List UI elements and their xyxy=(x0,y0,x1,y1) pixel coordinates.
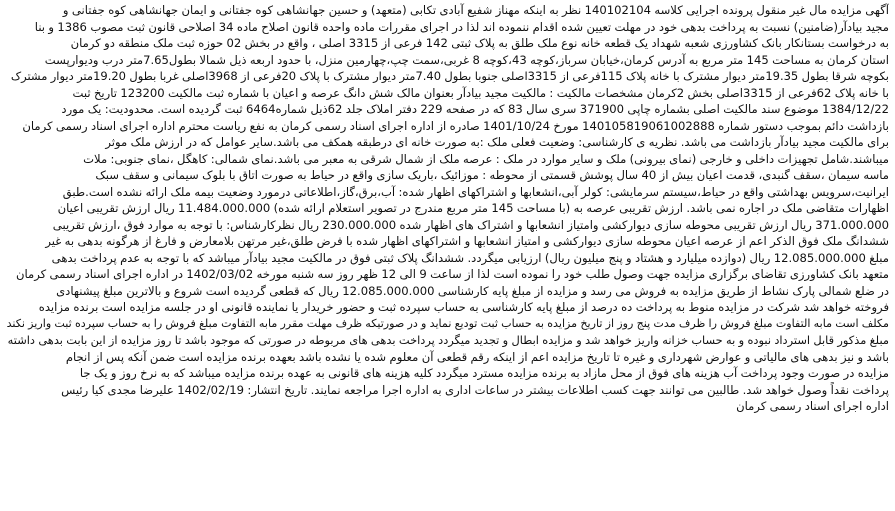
notice-line: اظهارات متقاضی ملک در اجاره نمی باشد. ارزش تقریبی عرصه به (با مساحت 145 متر مربع مندرج در تصویر استعلام ارائه شده) 11.484.000.000 ریال ارزش تقریبی اعیان xyxy=(57,201,889,215)
notice-line: آگهی مزایده مال غیر منقول پرونده اجرایی کلاسه 140102104 نظر به اینکه مهناز شفیع آبادی تکابی (متعهد) و حسین جهانشاهی کوه جفتانی و ایمان جهانشاهی کوه جفتانی و xyxy=(62,3,889,17)
notice-line: پرداخت نقداً وصول خواهد شد. طالبین می توانند جهت کسب اطلاعات بیشتر در ساعات اداری به اداره اجرا مراجعه نمایند. تاریخ انتشار: 1402/02/19 علیرضا مجدی کیا رئیس xyxy=(61,382,889,397)
notice-line: باشد و نیز بدهی های مالیاتی و عوارض شهرداری و غیره تا تاریخ مزایده اعم از اینکه رقم قطعی آن معلوم شده یا نشده باشد بعهده برنده مزایده است ضمن آنکه پس از انجام xyxy=(65,349,889,364)
notice-line: برای مالکیت مجید بیادآر بازداشت می باشد. نظریه ی کارشناسی: وضعیت فعلی ملک :به صورت خانه ای درطبقه همکف می باشد.سایر عوامل که در ارزش ملک موثر xyxy=(105,135,889,149)
notice-line: به درخواست بستانکار بانک کشاورزی شعبه شهداد یک قطعه خانه نوع ملک طلق به پلاک ثبتی 142 فرعی از 3315 اصلی ، واقع در بخش 02 حوزه ثبت ملک منطقه دو کرمان xyxy=(70,36,889,50)
notice-line: مجید بیاد‌آر(ضامنین) نسبت به پرداخت بدهی خود در مهلت تعیین شده اقدام ننموده اند لذا در اجرای مقررات ماده واحده قانون اصلاح ماده 34 اصلاحی قانون ثبت مصوب 1386 و بنا xyxy=(34,19,889,34)
notice-line: میباشند.شامل تجهیزات داخلی و خارجی (نمای بیرونی) ملک و سایر موارد در ملک : عرصه ملک از شمال شرقی به معبر می باشد.نمای شمالی: کاهگل ،نمای جنوبی: ملات xyxy=(83,151,889,166)
notice-line: مکلف است مابه التفاوت مبلغ فروش را ظرف مدت پنج روز از تاریخ مزایده به حساب ثبت تودیع نماید و در صورتیکه ظرف مهلت مقرر مابه التفاوت مبلغ فروش را به حساب سپرده ثبت واریز نکند xyxy=(6,316,889,330)
notice-line: ماسه سیمان ،سقف گنبدی، قدمت اعیان بیش از 40 سال پوشش قسمتی از محوطه : موزائیک ،باریک سازی واقع در حیاط به صورت اتاق با بلوک سیمانی و سقف سبک xyxy=(95,168,889,182)
notice-line: فروخته خواهد شد شرکت در مزایده منوط به پرداخت ده درصد از مبلغ پایه کارشناسی به حساب سپرده ثبت و حضور خریدار یا نماینده قانونی او در جلسه مزایده است برنده مزایده xyxy=(38,300,889,314)
notice-line: ششدانگ ملک فوق الذکر اعم از عرصه اعیان محوطه سازی دیوارکشی و امتیاز انشعابها و اشتراکهای اظهار شده با فرض طلق،غیر مرتهن بلامعارض و فارغ از هرگونه بدهی به غیر xyxy=(45,234,889,248)
notice-line: اداره اجرای اسناد رسمی کرمان xyxy=(736,399,889,413)
notice-line: متعهد بانک کشاورزی تقاضای برگزاری مزایده جهت وصول طلب خود را نموده است لذا از ساعت 9 الی 12 ظهر روز سه شنبه مورخه 1402/03/02 در اداره اجرای اسناد رسمی کرمان xyxy=(15,267,889,281)
notice-line: مبلغ 12.085.000.000 ریال (دوازده میلیارد و هشتاد و پنج میلیون ریال) ارزیابی میگردد. ششدانگ پلاک ثبتی فوق در مالکیت مجید بیادآر میباشد که با توجه به عدم پرداخت بدهی xyxy=(51,250,889,265)
notice-line: ایرانیت،سرویس بهداشتی واقع در حیاط،سیستم سرمایشی: کولر آبی،انشعابها و اشتراکهای اظهار شده: آب،برق،گاز،اطلاعاتی درمورد وضعیت بیمه ملک ارائه نشده است.طبق xyxy=(62,184,889,199)
notice-line: با خانه پلاک 62فرعی از 3315اصلی بخش 2کرمان مشخصات مالکیت : مالکیت مجید بیادآر بعنوان مالک شش دانگ عرصه و اعیان با شماره ثبت مالکیت 123200 تاریخ ثبت xyxy=(72,85,889,100)
notice-line: مبلغ مذکور قابل استرداد نبوده و به حساب خزانه واریز خواهد شد و مزایده ابطال و تجدید میگردد پرداخت بدهی های مربوطه در صورتی که موجود باشد تا روز مزایده از این بابت بدهی داشته xyxy=(7,333,889,347)
notice-line: مزایده در صورت وجود پرداخت آب هزینه های فوق از محل مازاد به برنده مزایده مسترد میگردد کلیه هزینه های قانونی به عهده برنده مزایده میباشد که به نرخ روز و یک جا xyxy=(79,366,889,380)
notice-line: بکوچه شرقا بطول 19.35متر دیوار مشترک با خانه پلاک 115فرعی از 3315اصلی جنوبا بطول 7.40متر دیوار مشترک با پلاک 20فرعی از 3968اصلی غربا بطول 19.20متر دیوار مشترک xyxy=(10,69,889,83)
notice-line: 371.000.000 ریال ارزش تقریبی محوطه سازی دیوارکشی وامتیاز انشعابها و اشتراک های اظهار شده 230.000.000 ریال نظرکارشناس: با توجه به موارد فوق ،ارزش تقریبی xyxy=(52,217,889,232)
notice-line: در ضلع شمالی پارک نشاط از طریق مزایده به فروش می رسد و مزایده از مبلغ پایه کارشناسی 12.085.000.000 ریال که قطعی گردیده است شروع و بالاترین مبلغ پیشنهادی xyxy=(56,283,889,298)
notice-line: استان کرمان به مساحت 145 متر مربع به آدرس کرمان،خیابان سرباز،کوچه 43،کوچه 8 غربی،سمت چپ،چهارمین منزل، با حدود اربعه ذیل شمالا بطول7.65متر درب ودیوارپست xyxy=(44,52,889,67)
auction-notice-text xyxy=(6,2,889,415)
notice-line: 1384/12/22 موضوع سند مالکیت اصلی بشماره چاپی 371900 سری سال 83 که در صفحه 229 دفتر املاک جلد 62ذیل شماره6464 ثبت گردیده است. محدودیت: یک مورد xyxy=(61,102,889,116)
notice-line: بازداشت دائم بموجب دستور شماره 140105819061002888 مورخ 1401/10/24 صادره از اداره اجرای اسناد رسمی کرمان به نفع ریاست محترم اداره اجرای اسناد رسمی کرمان xyxy=(22,118,889,133)
